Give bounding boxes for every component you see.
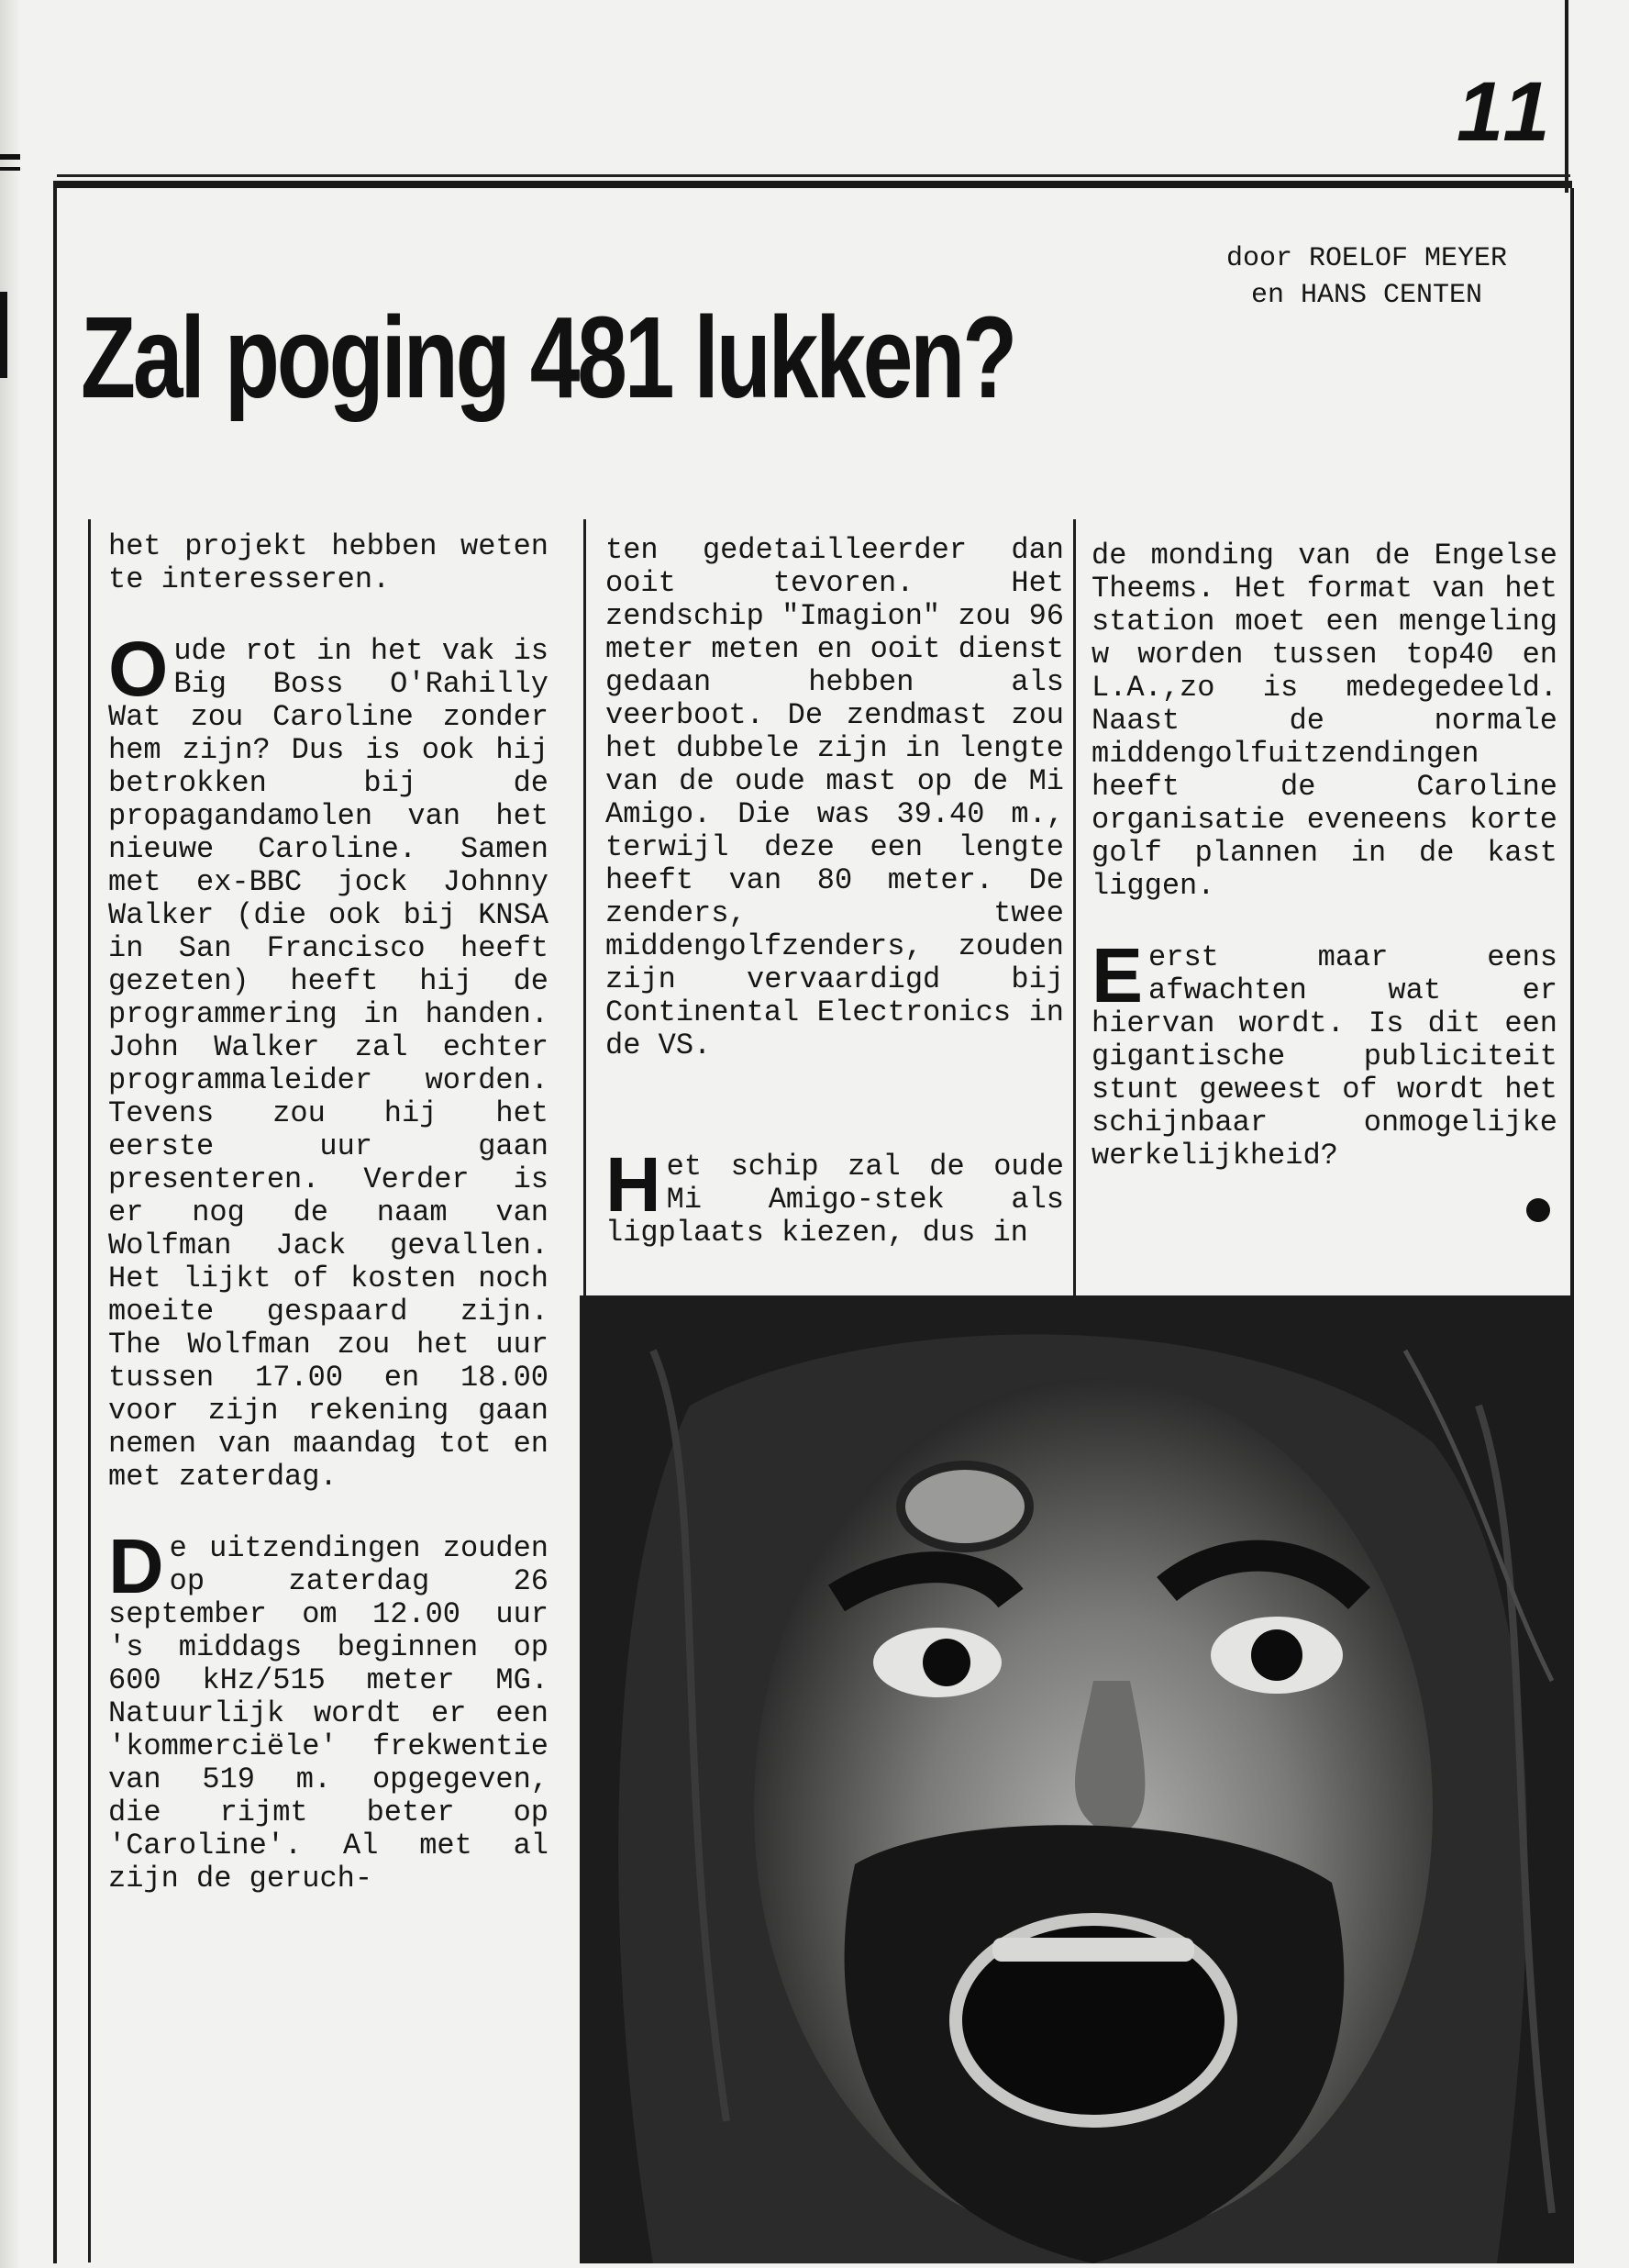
paragraph-text: ude rot in het vak is Big Boss O'Rahilly Wat zou Caroline zonder hem zijn? Dus is ook hij betrokken bij de propagandamolen van het nieuwe Caroline. Samen met ex-BBC jock Johnny Walker (die ook bij KNSA in San Francisco heeft gezeten) heeft hij de programmering in handen. John Walker zal echter programmaleider worden. Tevens zou hij het eerste uur gaan presenteren. Verder is er nog de naam van Wolfman Jack gevallen. Het lijkt of kosten noch moeite gespaard zijn. The Wolfman zou het uur tussen 17.00 en 18.00 voor zijn rekening gaan nemen van maandag tot en met zaterdag. <box>108 634 549 1494</box>
paragraph-text: erst maar eens afwachten wat er hiervan wordt. Is dit een gigantische publiciteit stunt geweest of wordt het schijnbaar onmogelijke werkelijkheid? <box>1092 940 1557 1173</box>
byline-line: door ROELOF MEYER <box>1225 243 1508 274</box>
paragraph <box>108 1523 549 1896</box>
margin-mark <box>0 167 20 171</box>
drop-cap: D <box>108 1523 164 1609</box>
column-rule <box>583 519 586 1295</box>
byline <box>1183 240 1550 314</box>
end-bullet <box>1526 1198 1550 1222</box>
article-column-2 <box>605 534 1064 1250</box>
paragraph <box>605 534 1064 1062</box>
drop-cap: H <box>605 1141 661 1228</box>
paragraph-text: het projekt hebben weten te interesseren. <box>108 529 549 596</box>
margin-mark <box>0 292 7 378</box>
paragraph-text: ten gedetailleerder dan ooit tevoren. Het zendschip "Imagion" zou 96 meter meten en ooit dienst gedaan hebben als veerboot. De zendmast zou het dubbele zijn in lengte van de oude mast op de Mi Amigo. Die was 39.40 m., terwijl deze een lengte heeft van 80 meter. De zenders, twee middengolfzenders, zouden zijn vervaardigd bij Continental Electronics in de VS. <box>605 533 1064 1062</box>
paragraph <box>108 626 549 1494</box>
frame-rule <box>1565 0 1568 193</box>
column-rule <box>88 519 91 2262</box>
article-column-3 <box>1092 539 1557 1173</box>
paragraph-text: et schip zal de oude Mi Amigo-stek als ligplaats kiezen, dus in <box>605 1150 1064 1250</box>
paragraph-text: de monding van de Engelse Theems. Het format van het station moet een mengeling w worden tussen top40 en L.A.,zo is medegedeeld. Naast de normale middengolfuitzendingen heeft de Caroline organisatie eveneens korte golf plannen in de kast liggen. <box>1092 539 1557 903</box>
frame-rule-left <box>53 188 57 2263</box>
paragraph-text: e uitzendingen zouden op zaterdag 26 september om 12.00 uur 's middags beginnen op 600 kHz/515 meter MG. Natuurlijk wordt er een 'kommerciële' frekwentie van 519 m. opgegeven, die rijmt beter op 'Caroline'. Al met al zijn de geruch- <box>108 1531 549 1896</box>
drop-cap: E <box>1092 932 1144 1018</box>
paragraph <box>108 530 549 596</box>
column-rule <box>1073 519 1076 1295</box>
article-headline: Zal poging 481 lukken? <box>81 293 1015 422</box>
paragraph <box>1092 539 1557 903</box>
header-rule-thick <box>53 181 1572 188</box>
paragraph <box>1092 932 1557 1173</box>
header-rule <box>57 174 1570 177</box>
article-column-1 <box>108 530 549 1896</box>
portrait-illustration <box>580 1295 1572 2263</box>
page-number: 11 <box>1457 65 1556 159</box>
drop-cap: O <box>108 626 169 712</box>
margin-mark <box>0 154 20 160</box>
byline-line: en HANS CENTEN <box>1250 280 1483 311</box>
paragraph <box>605 1141 1064 1250</box>
portrait-photo <box>580 1295 1572 2263</box>
